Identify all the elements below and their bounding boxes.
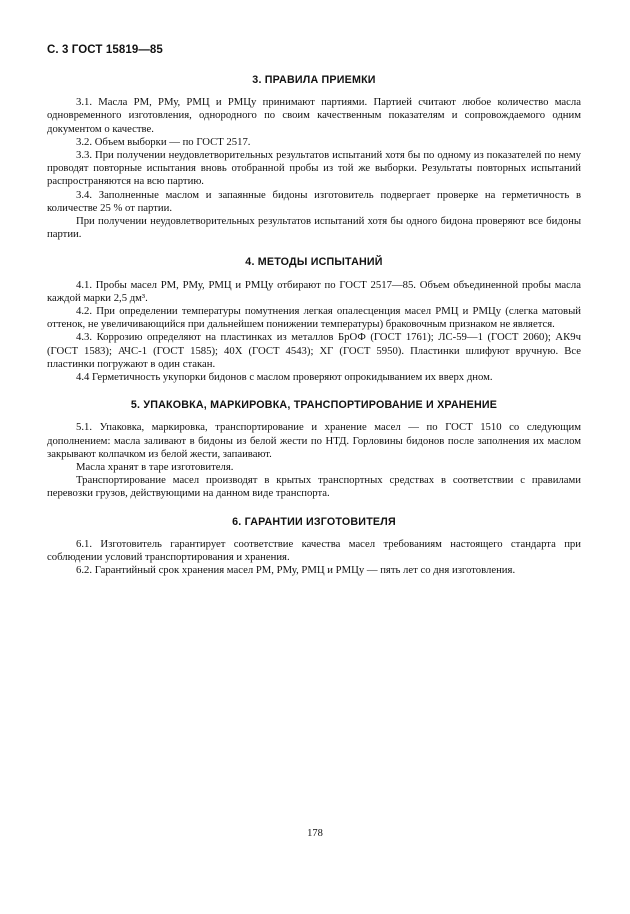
paragraph: 3.1. Масла РМ, РМу, РМЦ и РМЦу принимают партиями. Партией считают любое количество масла одновременного изготовления, однородного по своим качественным показателям и сопровождаемого одним документом о качестве.	[47, 96, 581, 135]
paragraph: 4.4 Герметичность укупорки бидонов с маслом проверяют опрокидыванием их вверх дном.	[76, 371, 493, 384]
section-manufacturer-warranty	[47, 516, 581, 578]
paragraph: Транспортирование масел производят в крытых транспортных средствах в соответствии с правилами перевозки грузов, действующими на данном виде транспорта.	[47, 474, 581, 500]
paragraph: 6.2. Гарантийный срок хранения масел РМ, РМу, РМЦ и РМЦу — пять лет со дня изготовления.	[76, 564, 516, 577]
section-title: 4. МЕТОДЫ ИСПЫТАНИЙ	[245, 256, 383, 269]
paragraph: Масла хранят в таре изготовителя.	[76, 461, 234, 474]
section-title: 3. ПРАВИЛА ПРИЕМКИ	[252, 74, 376, 86]
page-number: 178	[307, 828, 323, 839]
paragraph: 3.3. При получении неудовлетворительных результатов испытаний хотя бы по одному из показателей по нему проводят повторные испытания вновь отобранной пробы из той же выборки. Результаты повторных испытаний распространяются на всю партию.	[47, 149, 581, 188]
paragraph: При получении неудовлетворительных результатов испытаний хотя бы одного бидона проверяют все бидоны партии.	[47, 215, 581, 241]
paragraph: 3.4. Заполненные маслом и запаянные бидоны изготовитель подвергает проверке на герметичность в количестве 25 % от партии.	[47, 188, 581, 214]
section-title: 5. УПАКОВКА, МАРКИРОВКА, ТРАНСПОРТИРОВАНИЕ И ХРАНЕНИЕ	[130, 399, 498, 412]
document-body	[47, 74, 581, 593]
paragraph: 6.1. Изготовитель гарантирует соответствие качества масел требованиям настоящего стандарта при соблюдении условий транспортирования и хранения.	[47, 537, 581, 564]
section-acceptance-rules	[47, 74, 581, 241]
paragraph: 4.1. Пробы масел РМ, РМу, РМЦ и РМЦу отбирают по ГОСТ 2517—85. Объем объединенной пробы масла каждой марки 2,5 дм³.	[47, 278, 581, 304]
section-packaging-storage	[47, 399, 581, 500]
section-title: 6. ГАРАНТИИ ИЗГОТОВИТЕЛЯ	[232, 515, 396, 528]
section-test-methods	[47, 256, 581, 384]
paragraph: 5.1. Упаковка, маркировка, транспортирование и хранение масел — по ГОСТ 1510 со следующим дополнением: масла заливают в бидоны из белой жести по НТД. Горловины бидонов после заполнения их маслом закрывают колпачком из белой жести, запаивают.	[47, 421, 581, 460]
paragraph: 4.3. Коррозию определяют на пластинках из металлов БрОФ (ГОСТ 1761); ЛС-59—1 (ГОСТ 2060); АК9ч (ГОСТ 1583); АЧС-1 (ГОСТ 1585); 40Х (ГОСТ 4543); ХГ (ГОСТ 5950). Пластинки шлифуют вручную. Все пластинки погружают в один стакан.	[47, 331, 581, 370]
paragraph: 3.2. Объем выборки — по ГОСТ 2517.	[76, 135, 251, 148]
page-header: С. 3 ГОСТ 15819—85	[47, 44, 163, 56]
paragraph: 4.2. При определении температуры помутнения легкая опалесценция масел РМЦ и РМЦу (слегка матовый оттенок, не увеличивающийся при дальнейшем понижении температуры) браковочным признаком не является.	[47, 305, 581, 331]
